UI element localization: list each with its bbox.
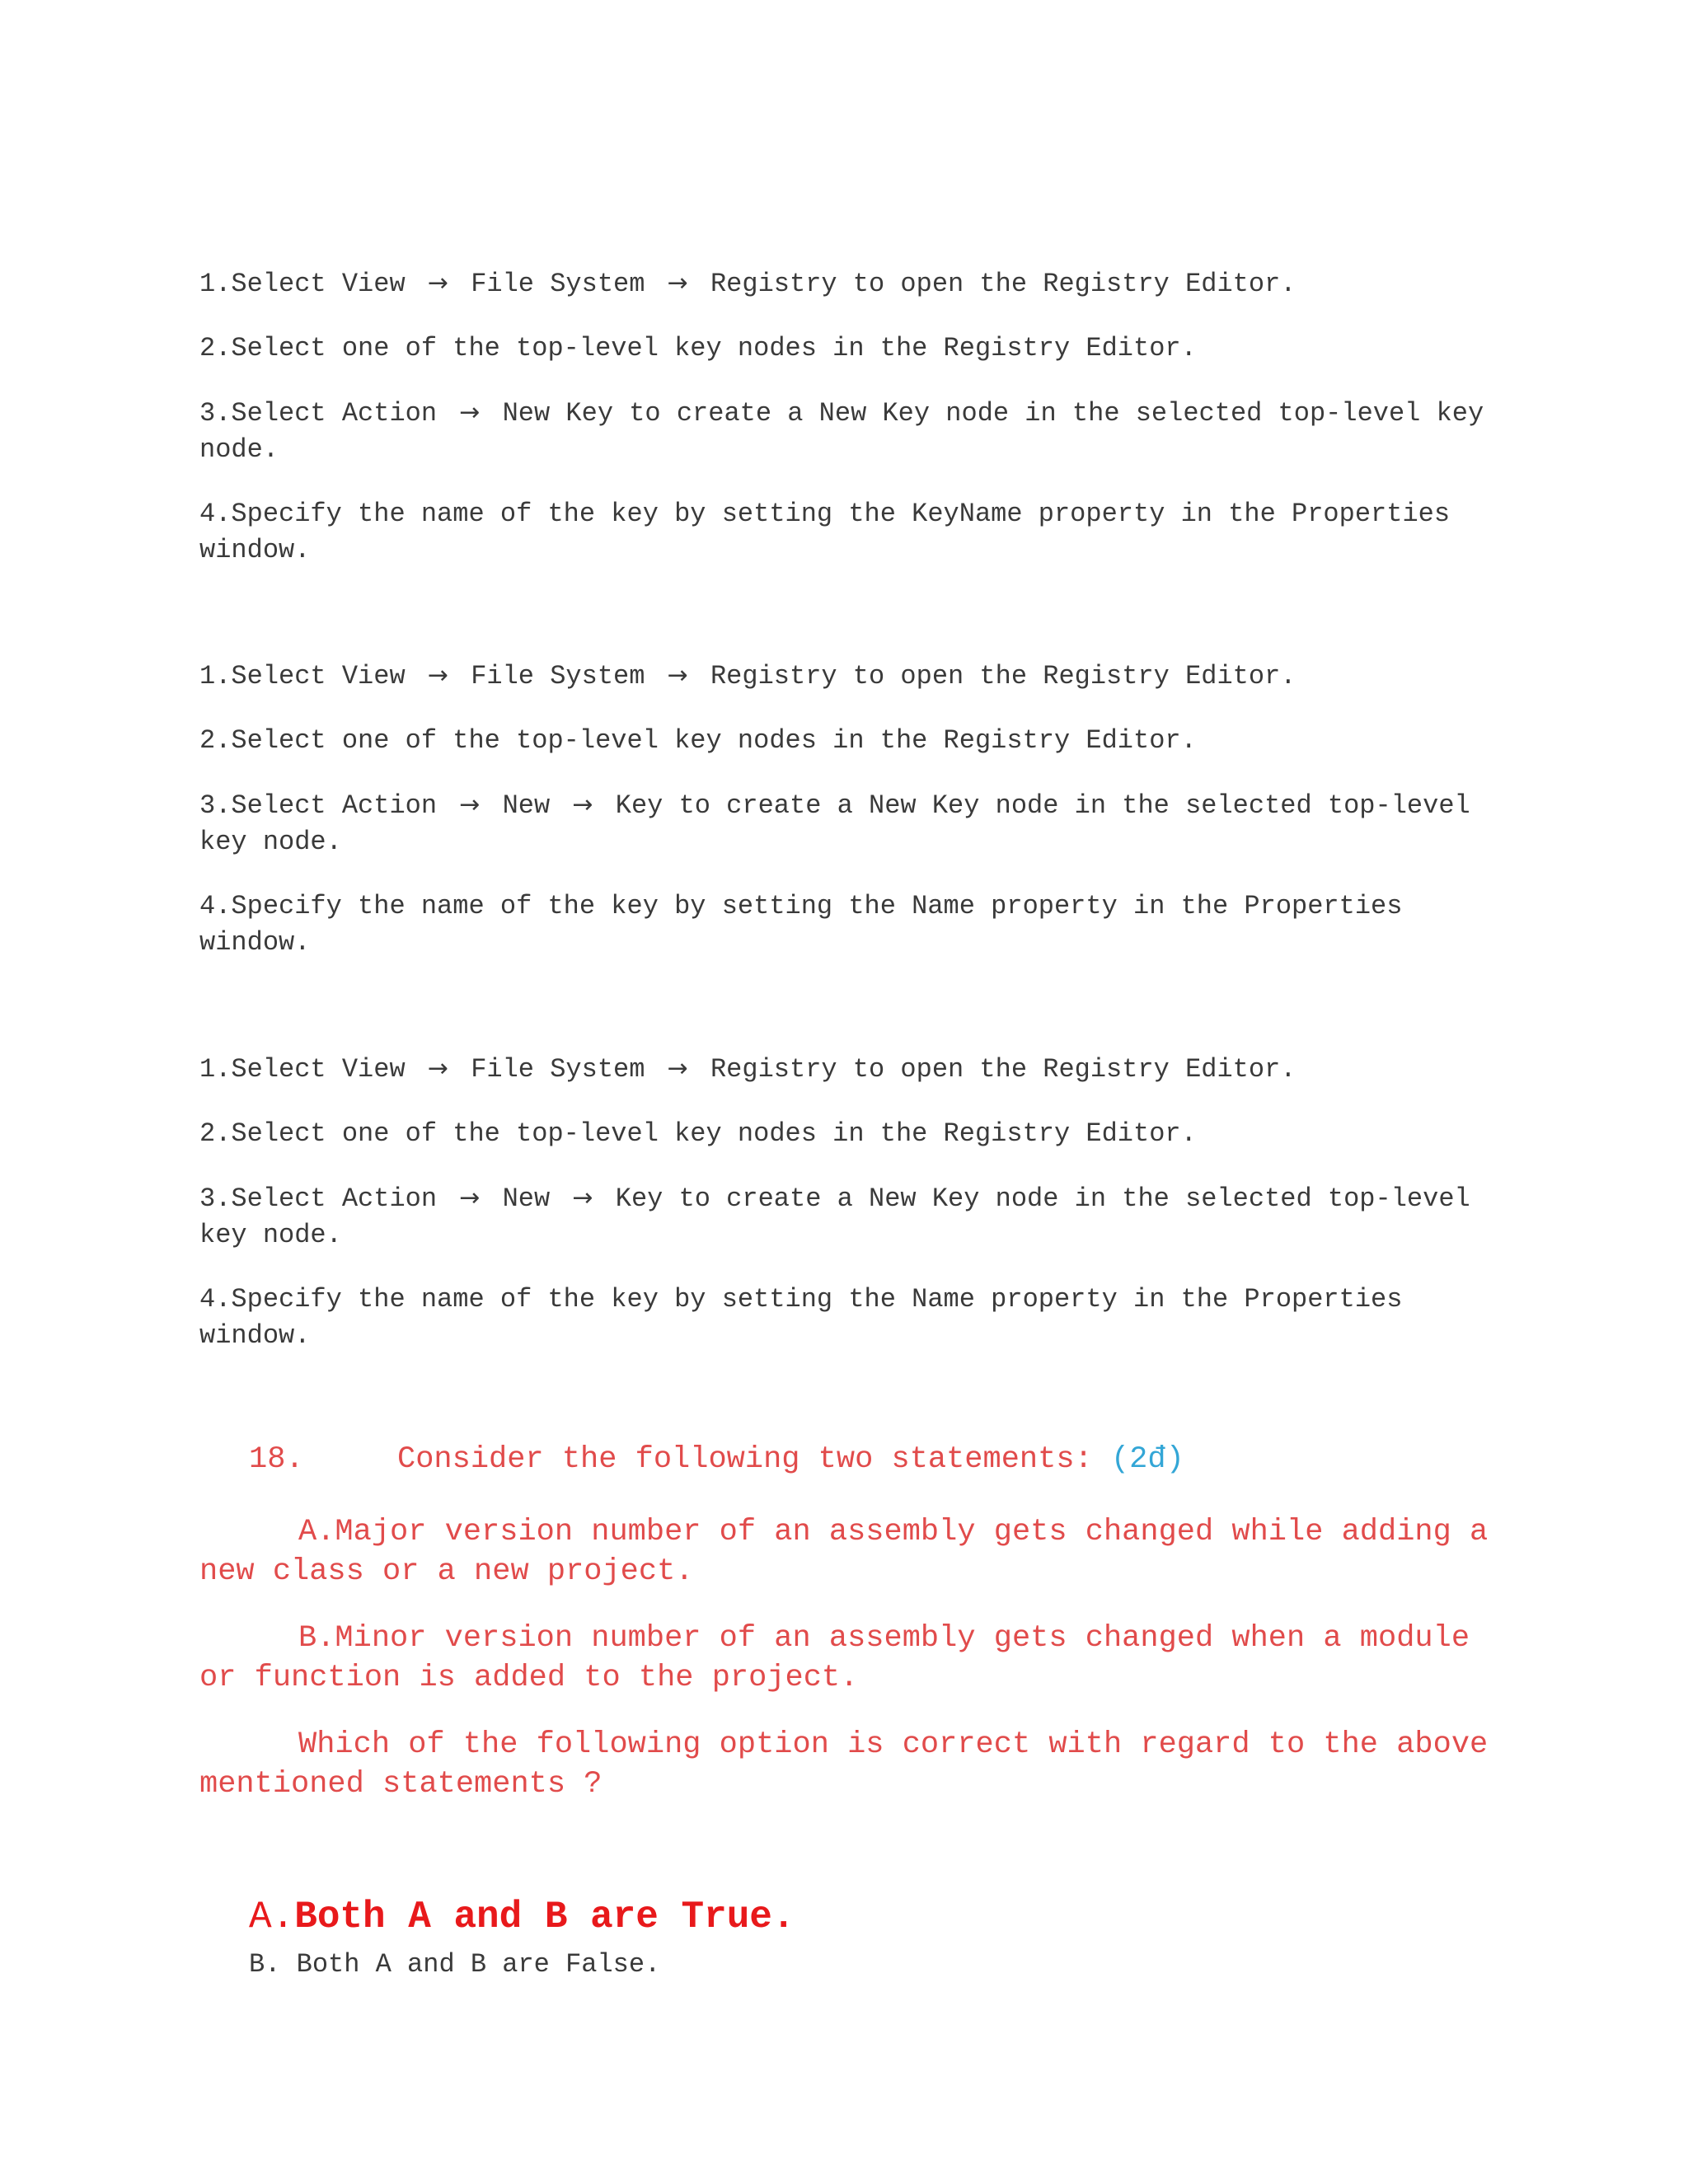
step-3: 3.Select Action → New Key to create a New Key node in the selected top-level key node. bbox=[199, 398, 1484, 465]
question-prompt: Which of the following option is correct with regard to the above mentioned statements ? bbox=[199, 1727, 1489, 1802]
step-4: 4.Specify the name of the key by setting the Name property in the Properties window. bbox=[199, 891, 1403, 958]
step-4: 4.Specify the name of the key by setting the KeyName property in the Properties window. bbox=[199, 499, 1451, 565]
answer-block-1 bbox=[199, 265, 1485, 597]
arrow-right-icon: → bbox=[459, 790, 481, 819]
question-number: 18. bbox=[249, 1442, 304, 1477]
statement-a: A.Major version number of an assembly gets changed while adding a new class or a new project. bbox=[199, 1515, 1489, 1589]
option-a-letter: A. bbox=[249, 1896, 295, 1938]
question-points: (2đ) bbox=[1110, 1442, 1184, 1477]
arrow-right-icon: → bbox=[427, 1054, 448, 1083]
step-1: 1.Select View → File System → Registry to open the Registry Editor. bbox=[199, 269, 1296, 299]
answer-block-3 bbox=[199, 1051, 1485, 1382]
question-stem: Consider the following two statements: (2đ) bbox=[397, 1442, 1184, 1477]
answer-block-2 bbox=[199, 658, 1485, 989]
arrow-right-icon: → bbox=[427, 661, 448, 690]
step-2: 2.Select one of the top-level key nodes in the Registry Editor. bbox=[199, 725, 1197, 756]
arrow-right-icon: → bbox=[667, 269, 688, 298]
arrow-right-icon: → bbox=[667, 661, 688, 690]
arrow-right-icon: → bbox=[572, 790, 593, 819]
step-3: 3.Select Action → New → Key to create a New Key node in the selected top-level key node. bbox=[199, 790, 1470, 857]
step-4: 4.Specify the name of the key by setting the Name property in the Properties window. bbox=[199, 1284, 1403, 1351]
step-2: 2.Select one of the top-level key nodes in the Registry Editor. bbox=[199, 333, 1197, 363]
step-1: 1.Select View → File System → Registry to open the Registry Editor. bbox=[199, 661, 1296, 691]
arrow-right-icon: → bbox=[459, 398, 481, 427]
arrow-right-icon: → bbox=[427, 269, 448, 298]
option-a-correct bbox=[249, 1896, 795, 1938]
statement-b: B.Minor version number of an assembly gets changed when a module or function is added to the project. bbox=[199, 1621, 1470, 1695]
step-2: 2.Select one of the top-level key nodes in the Registry Editor. bbox=[199, 1118, 1197, 1149]
arrow-right-icon: → bbox=[667, 1054, 688, 1083]
step-3: 3.Select Action → New → Key to create a New Key node in the selected top-level key node. bbox=[199, 1183, 1470, 1250]
arrow-right-icon: → bbox=[572, 1183, 593, 1212]
option-a-text: Both A and B are True. bbox=[294, 1896, 795, 1938]
step-1: 1.Select View → File System → Registry to open the Registry Editor. bbox=[199, 1054, 1296, 1085]
option-b: B. Both A and B are False. bbox=[249, 1949, 661, 1980]
arrow-right-icon: → bbox=[459, 1183, 481, 1212]
